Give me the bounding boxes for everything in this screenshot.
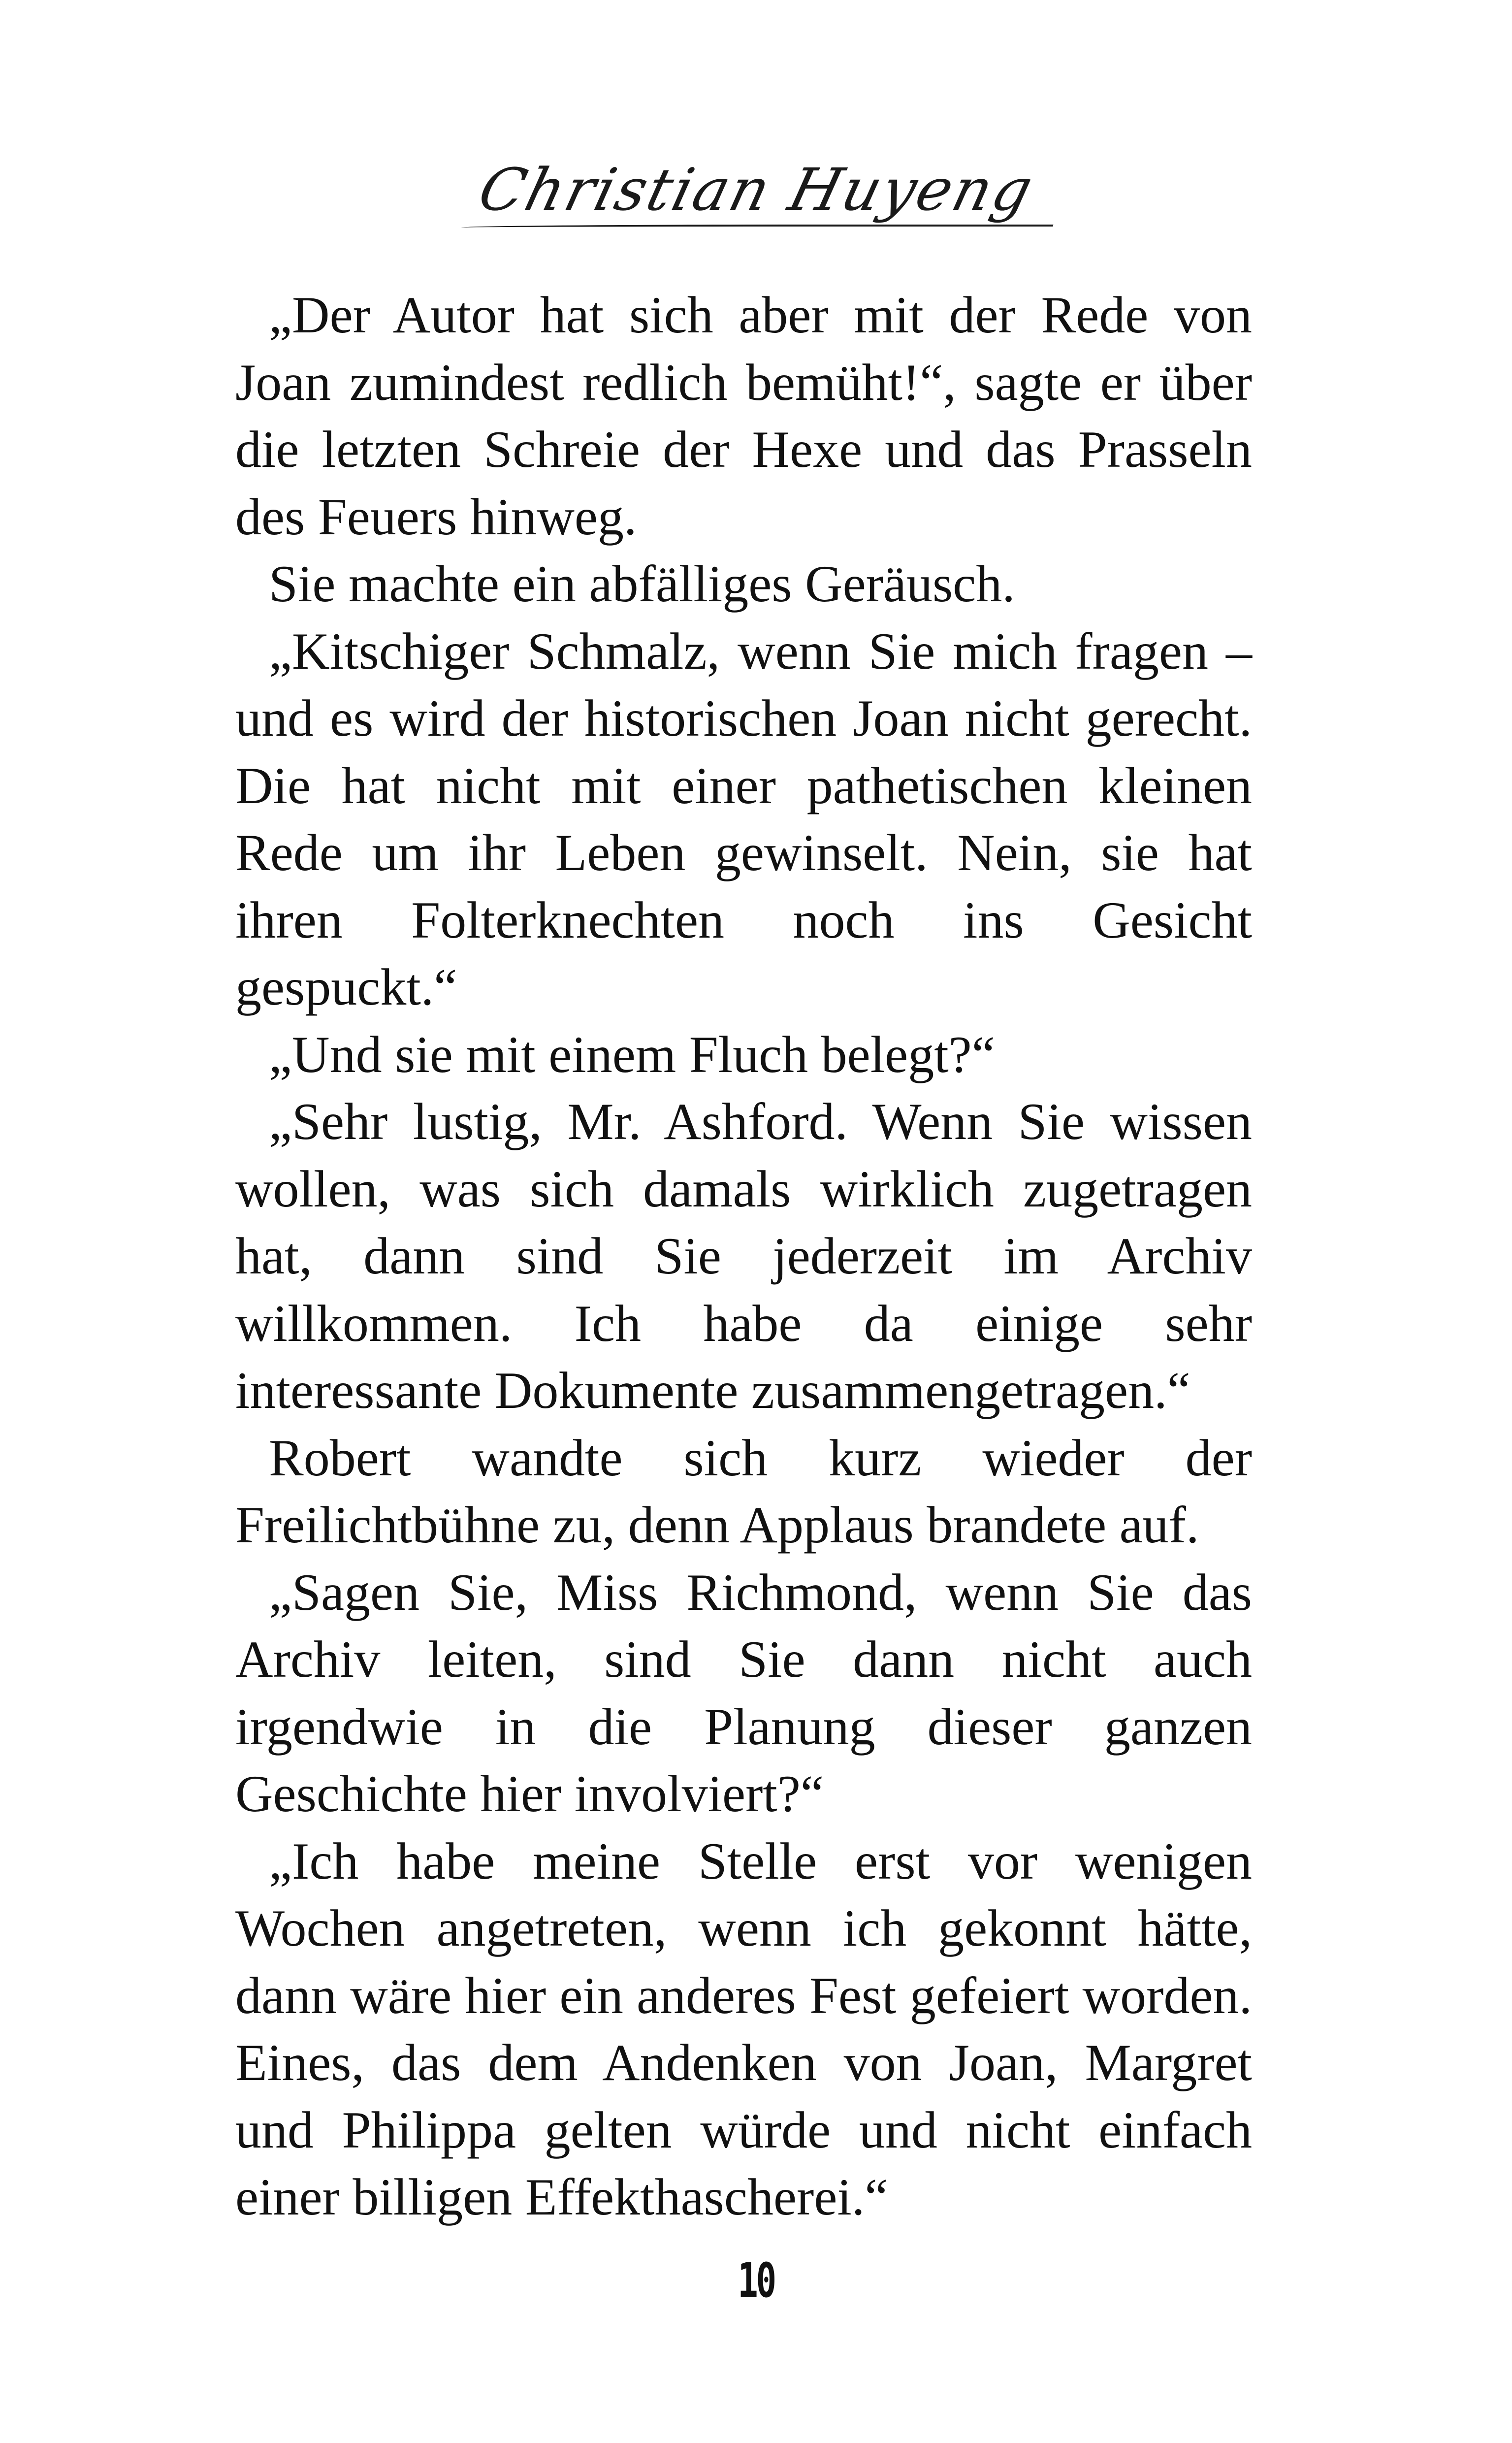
paragraph: „Kitschiger Schmalz, wenn Sie mich fragen – und es wird der historischen Joan nicht gerecht. Die hat nicht mit einer pathetischen kleinen Rede um ihr Leben gewinselt. Nein, sie hat ihren Folterknechten noch ins Gesicht gespuckt.“	[235, 622, 1252, 1016]
running-header	[0, 148, 1512, 236]
author-name: Christian Huyeng	[472, 156, 1041, 224]
paragraph: „Und sie mit einem Fluch belegt?“	[269, 1025, 995, 1083]
author-signature	[461, 156, 1051, 228]
paragraph: „Der Autor hat sich aber mit der Rede von Joan zumindest redlich bemüht!“, sagte er über die letzten Schreie der Hexe und das Prasseln des Feuers hinweg.	[235, 286, 1252, 546]
paragraph: Sie machte ein abfälliges Geräusch.	[269, 555, 1015, 613]
paragraph: Robert wandte sich kurz wieder der Freilichtbühne zu, denn Applaus brandete auf.	[235, 1429, 1252, 1554]
paragraph: „Ich habe meine Stelle erst vor wenigen Wochen angetreten, wenn ich gekonnt hätte, dann wäre hier ein anderes Fest gefeiert worden. Eines, das dem Andenken von Joan, Margret und Philippa gelten würde und nicht einfach einer billigen Effekthascherei.“	[235, 1832, 1252, 2226]
signature-flourish	[461, 225, 1053, 229]
body-text	[235, 282, 1252, 2231]
paragraph: „Sehr lustig, Mr. Ashford. Wenn Sie wissen wollen, was sich damals wirklich zugetragen hat, dann sind Sie jederzeit im Archiv willkommen. Ich habe da einige sehr interessante Dokumente zusammengetragen.“	[235, 1093, 1252, 1419]
page-number: 10	[738, 2253, 774, 2308]
paragraph: „Sagen Sie, Miss Richmond, wenn Sie das Archiv leiten, sind Sie dann nicht auch irgendwie in die Planung dieser ganzen Geschichte hier involviert?“	[235, 1563, 1252, 1823]
